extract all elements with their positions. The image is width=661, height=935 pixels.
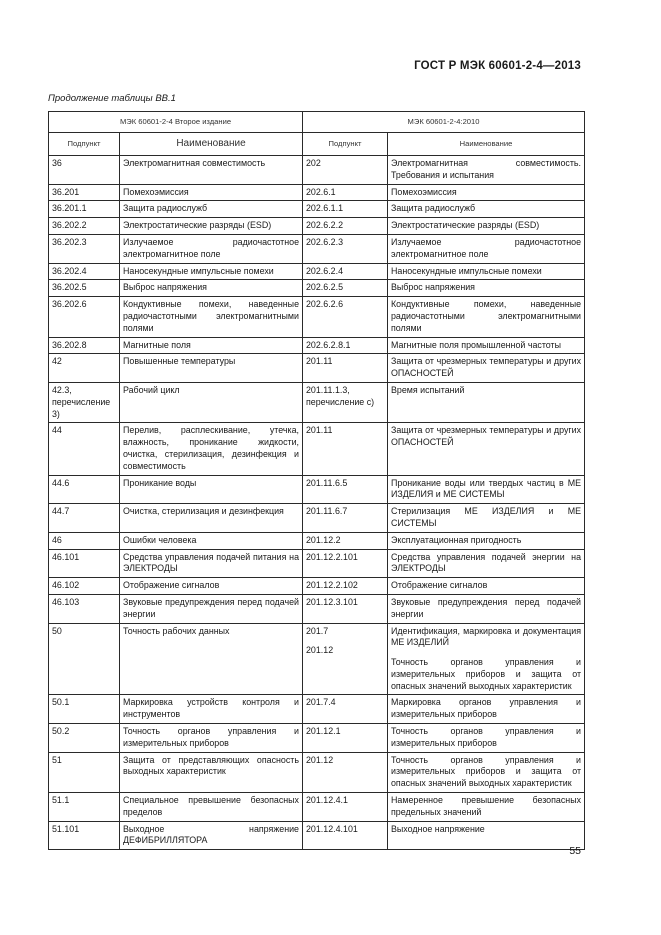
cell-text: 36.201.1 [52,203,87,214]
subclause-right-cell [303,623,388,695]
subclause-left-cell [49,297,120,337]
cell-text: Перелив, расплескивание, утечка, влажность, проникание жидкости, очистка, стерилизация, дезинфекция и совместимость [123,425,299,471]
cell-text: 36.201 [52,186,80,197]
cell-text: Электромагнитная совместимость. Требования и испытания [391,158,582,180]
cell-text: Выходное напряжение ДЕФИБРИЛЛЯТОРА [123,823,299,846]
name-right-cell [388,724,585,753]
name-left-cell [120,793,303,822]
name-left-cell [120,184,303,201]
name-header-left: Наименование [120,133,303,156]
cell-text: 202.6.1 [306,186,336,197]
name-right-cell [388,549,585,578]
right-standard-header: МЭК 60601-2-4:2010 [303,112,585,133]
table-row [49,532,585,549]
cell-text: Точность органов управления и измерительных приборов и защита от опасных значений выходных характеристик [391,754,582,789]
table-row [49,234,585,263]
name-left-cell [120,594,303,623]
subclause-right-cell [303,504,388,533]
subclause-right-cell [303,156,388,185]
name-right-cell [388,280,585,297]
subclause-left-cell [49,724,120,753]
table-row [49,549,585,578]
name-right-cell [388,423,585,475]
name-right-cell [388,821,585,850]
cell-text: Специальное превышение безопасных пределов [123,795,299,817]
name-left-cell [120,156,303,185]
subclause-left-cell [49,475,120,504]
cell-text: Очистка, стерилизация и дезинфекция [123,506,284,517]
cell-text: Средства управления подачей питания на ЭЛЕКТРОДЫ [123,551,299,574]
subclause-left-cell [49,234,120,263]
cell-text: Отображение сигналов [391,580,488,591]
cell-text: 201.12.2.101 [306,551,358,562]
cell-text: 46.103 [52,596,80,607]
table-row [49,793,585,822]
name-right-cell [388,297,585,337]
subclause-left-cell [49,280,120,297]
cell-text: 36.202.5 [52,282,87,293]
table-row [49,297,585,337]
name-left-cell [120,218,303,235]
name-right-cell [388,337,585,354]
cell-text: 202.6.2.6 [306,299,344,310]
table-row [49,156,585,185]
subclause-right-cell [303,263,388,280]
cell-text: 36.202.4 [52,265,87,276]
cell-text: 202 [306,158,321,168]
name-right-cell [388,578,585,595]
table-row [49,337,585,354]
cell-text: Излучаемое радиочастотное электромагнитное поле [123,236,299,259]
name-right-cell [388,623,585,695]
cell-text: Выброс напряжения [391,282,475,293]
cell-text: Проникание воды [123,477,197,488]
cell-text: Электромагнитная совместимость [123,158,266,168]
cell-text: 202.6.2.8.1 [306,339,351,350]
subclause-header-left: Подпункт [49,133,120,156]
cell-text: 44.6 [52,477,70,488]
name-left-cell [120,382,303,422]
cell-text: 44.7 [52,506,70,517]
cell-text: 46.102 [52,580,80,591]
subclause-right-cell [303,475,388,504]
name-left-cell [120,201,303,218]
table-body [49,156,585,850]
document-id-header: ГОСТ Р МЭК 60601-2-4—2013 [414,60,581,72]
page-number: 55 [569,845,581,857]
table-row [49,263,585,280]
subclause-left-cell [49,623,120,695]
name-right-cell [388,793,585,822]
table-row [49,423,585,475]
cell-text: 36.202.3 [52,236,87,247]
cell-text: Идентификация, маркировка и документация МЕ ИЗДЕЛИЙ [391,625,582,648]
cell-text: 201.12.4.101 [306,823,358,834]
subclause-right-cell [303,821,388,850]
cell-text: 201.11.6.5 [306,477,348,488]
name-right-cell [388,695,585,724]
cell-text: Отображение сигналов [123,580,220,591]
subclause-left-cell [49,752,120,792]
table-row [49,623,585,695]
name-left-cell [120,423,303,475]
cell-text: 46 [52,534,62,545]
name-left-cell [120,532,303,549]
subclause-right-cell [303,532,388,549]
name-right-cell [388,382,585,422]
cell-text: 36 [52,158,62,168]
subclause-left-cell [49,793,120,822]
cell-text: Точность органов управления и измерительных приборов [391,726,582,748]
cell-text-secondary: Точность органов управления и измерительных приборов и защита от опасных значений выходных характеристик [391,657,582,691]
cell-text: Защита радиослужб [123,203,208,214]
subclause-header-right: Подпункт [303,133,388,156]
cell-text: 202.6.2.2 [306,220,344,231]
table-row [49,218,585,235]
cell-text: Точность рабочих данных [123,625,230,636]
name-right-cell [388,752,585,792]
name-right-cell [388,234,585,263]
cell-text: 36.202.8 [52,339,87,350]
subclause-right-cell [303,280,388,297]
name-left-cell [120,724,303,753]
cell-text: Звуковые предупреждения перед подачей энергии [391,596,582,619]
cell-text: Защита от чрезмерных температуры и других ОПАСНОСТЕЙ [391,356,582,379]
name-left-cell [120,821,303,850]
cell-text: 201.12 [306,754,334,765]
subclause-left-cell [49,354,120,383]
columns-header-row [49,133,585,156]
table-row [49,184,585,201]
cell-text: Помехоэмиссия [123,186,189,197]
table-row [49,354,585,383]
name-left-cell [120,578,303,595]
name-left-cell [120,337,303,354]
cell-text: Звуковые предупреждения перед подачей энергии [123,596,299,619]
cell-text: Средства управления подачей энергии на ЭЛЕКТРОДЫ [391,551,582,574]
subclause-left-cell [49,504,120,533]
name-left-cell [120,234,303,263]
cell-text: 202.6.2.4 [306,265,344,276]
name-left-cell [120,475,303,504]
name-right-cell [388,184,585,201]
name-right-cell [388,354,585,383]
name-left-cell [120,549,303,578]
subclause-left-cell [49,695,120,724]
cell-text: Эксплуатационная пригодность [391,534,522,545]
table-caption: Продолжение таблицы ВВ.1 [48,93,176,104]
cell-text: Электростатические разряды (ESD) [391,220,540,231]
cell-text: 201.11 [306,425,333,436]
cell-text: 201.11.6.7 [306,506,348,517]
table-row [49,594,585,623]
subclause-left-cell [49,549,120,578]
cell-text: Намеренное превышение безопасных предельных значений [391,795,582,817]
cell-text: Маркировка устройств контроля и инструментов [123,697,299,720]
table-row [49,504,585,533]
subclause-right-cell [303,423,388,475]
cell-text: Ошибки человека [123,534,197,545]
table-row [49,280,585,297]
table-row [49,201,585,218]
comparison-table [48,111,585,850]
table-row [49,578,585,595]
table-row [49,695,585,724]
cell-text: 202.6.1.1 [306,203,344,214]
cell-text: 36.202.6 [52,299,87,310]
cell-text: 201.12.2.102 [306,580,358,591]
table-row [49,752,585,792]
cell-text: Магнитные поля [123,339,191,350]
cell-text: 51.1 [52,795,70,806]
cell-text: Помехоэмиссия [391,186,457,197]
name-right-cell [388,263,585,280]
name-left-cell [120,280,303,297]
left-standard-header: МЭК 60601-2-4 Второе издание [49,112,303,133]
cell-text: Проникание воды или твердых частиц в МЕ ИЗДЕЛИЯ и МЕ СИСТЕМЫ [391,477,582,500]
table-row [49,382,585,422]
cell-text: 51.101 [52,823,80,834]
cell-text: Наносекундные импульсные помехи [391,265,542,276]
cell-text: 201.12.3.101 [306,596,358,607]
cell-text: Выброс напряжения [123,282,207,293]
name-left-cell [120,752,303,792]
subclause-right-cell [303,354,388,383]
cell-text: 201.12.2 [306,534,341,545]
cell-text: Стерилизация МЕ ИЗДЕЛИЯ и МЕ СИСТЕМЫ [391,506,582,528]
subclause-right-cell [303,752,388,792]
cell-text: Время испытаний [391,384,465,395]
cell-text: 50.2 [52,726,70,737]
name-left-cell [120,504,303,533]
cell-text: Защита радиослужб [391,203,476,214]
subclause-left-cell [49,201,120,218]
cell-text: Кондуктивные помехи, наведенные радиочастотными электромагнитными полями [123,299,299,333]
subclause-left-cell [49,594,120,623]
name-right-cell [388,218,585,235]
subclause-left-cell [49,382,120,422]
name-header-right: Наименование [388,133,585,156]
subclause-left-cell [49,423,120,475]
cell-text: Защита от представляющих опасность выходных характеристик [123,754,299,777]
cell-text: 201.12.4.1 [306,795,348,806]
subclause-right-cell [303,578,388,595]
name-right-cell [388,475,585,504]
cell-text: Излучаемое радиочастотное электромагнитное поле [391,236,582,259]
subclause-right-cell [303,297,388,337]
cell-text: 36.202.2 [52,220,87,231]
subclause-left-cell [49,578,120,595]
cell-text: Выходное напряжение [391,823,485,834]
cell-text: 201.7.4 [306,697,336,708]
subclause-right-cell [303,337,388,354]
cell-text: Рабочий цикл [123,384,180,395]
subclause-left-cell [49,156,120,185]
subclause-right-cell [303,695,388,724]
cell-text: 202.6.2.3 [306,236,344,247]
subclause-right-cell [303,184,388,201]
cell-text: Кондуктивные помехи, наведенные радиочастотными электромагнитными полями [391,299,582,333]
table-row [49,475,585,504]
name-left-cell [120,354,303,383]
table-row [49,724,585,753]
cell-text: 42.3, перечисление 3) [52,384,111,419]
subclause-left-cell [49,337,120,354]
cell-text: Электростатические разряды (ESD) [123,220,272,231]
name-right-cell [388,532,585,549]
cell-text: 50.1 [52,697,70,708]
subclause-right-cell [303,218,388,235]
cell-text: 50 [52,625,62,636]
subclause-right-cell [303,201,388,218]
subclause-left-cell [49,532,120,549]
name-left-cell [120,695,303,724]
subclause-left-cell [49,218,120,235]
cell-text: 201.12.1 [306,726,341,737]
cell-text-secondary: 201.12 [306,645,334,656]
name-left-cell [120,263,303,280]
standards-header-row [49,112,585,133]
cell-text: 51 [52,754,62,765]
subclause-left-cell [49,821,120,850]
cell-text: Повышенные температуры [123,356,236,367]
cell-text: 201.11 [306,356,333,367]
subclause-right-cell [303,793,388,822]
name-right-cell [388,156,585,185]
name-left-cell [120,297,303,337]
cell-text: 202.6.2.5 [306,282,344,293]
cell-text: Наносекундные импульсные помехи [123,265,274,276]
cell-text: Точность органов управления и измерительных приборов [123,726,299,748]
cell-text: Магнитные поля промышленной частоты [391,339,561,350]
table-row [49,821,585,850]
cell-text: 201.7 [306,625,329,636]
cell-text: 42 [52,356,62,367]
name-right-cell [388,201,585,218]
name-right-cell [388,504,585,533]
cell-text: Маркировка органов управления и измерительных приборов [391,697,582,720]
subclause-left-cell [49,263,120,280]
subclause-right-cell [303,382,388,422]
subclause-right-cell [303,724,388,753]
subclause-right-cell [303,234,388,263]
subclause-left-cell [49,184,120,201]
cell-text: 44 [52,425,62,436]
cell-text: 201.11.1.3, перечисление с) [306,384,375,407]
cell-text: 46.101 [52,551,80,562]
name-right-cell [388,594,585,623]
cell-text: Защита от чрезмерных температуры и других ОПАСНОСТЕЙ [391,425,582,448]
subclause-right-cell [303,594,388,623]
subclause-right-cell [303,549,388,578]
name-left-cell [120,623,303,695]
